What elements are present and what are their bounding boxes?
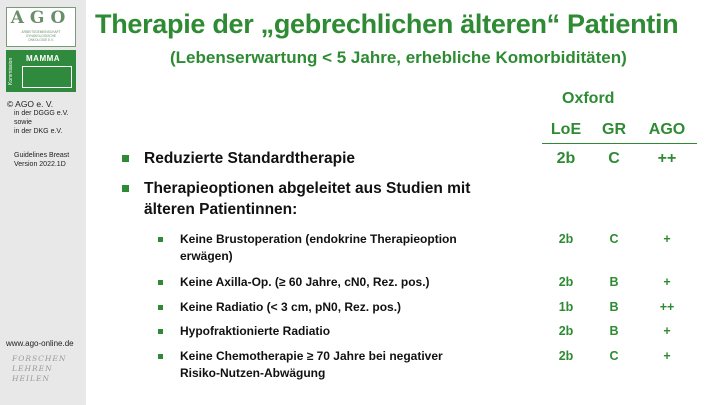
loe-value: 1b	[558, 300, 574, 314]
sub-bullet-icon	[158, 354, 163, 359]
ago-value: ++	[659, 300, 675, 314]
page-title: Therapie der „gebrechlichen älteren“ Patientin	[95, 9, 679, 39]
copyright	[7, 99, 85, 136]
loe-value: 2b	[558, 349, 574, 363]
mamma-logo-frame	[22, 66, 72, 88]
mamma-label: MAMMA	[26, 54, 61, 63]
header-divider	[542, 143, 697, 144]
website-link[interactable]: www.ago-online.de	[6, 339, 74, 348]
ago-logo-lines: ARBEITSGEMEINSCHAFT GYNÄKOLOGISCHE ONKOLOGIE E.V.	[21, 30, 61, 42]
recommendation-text: Keine Chemotherapie ≥ 70 Jahre bei negativer Risiko-Nutzen-Abwägung	[180, 349, 443, 380]
gr-value: C	[608, 150, 620, 167]
copyright-main: © AGO e. V.	[7, 99, 54, 109]
recommendation-text: Keine Axilla-Op. (≥ 60 Jahre, cN0, Rez. pos.)	[180, 275, 430, 289]
gr-value: B	[609, 275, 619, 289]
loe-value: 2b	[558, 324, 574, 338]
gr-value: C	[609, 349, 619, 363]
gr-value: B	[609, 300, 619, 314]
recommendation-text: Therapieoptionen abgeleitet aus Studien mit älteren Patientinnen:	[144, 180, 471, 218]
oxford-header: Oxford	[562, 90, 615, 107]
sub-bullet-icon	[158, 237, 163, 242]
mamma-logo	[6, 50, 76, 92]
sub-bullet-icon	[158, 329, 163, 334]
ago-header: AGO	[648, 121, 686, 138]
copyright-line: in der DGGG e.V.	[14, 110, 69, 117]
page-subtitle: (Lebenserwartung < 5 Jahre, erhebliche Komorbiditäten)	[170, 48, 627, 67]
ago-value: +	[663, 232, 671, 246]
ago-logo	[6, 7, 76, 47]
recommendation-text: Keine Brustoperation (endokrine Therapieoption erwägen)	[180, 232, 457, 263]
bullet-icon	[122, 185, 129, 192]
motto: FORSCHEN LEHREN HEILEN	[12, 354, 67, 383]
gr-value: B	[609, 324, 619, 338]
gr-header: GR	[602, 121, 626, 138]
sub-bullet-icon	[158, 305, 163, 310]
ago-value: +	[663, 349, 671, 363]
recommendation-text: Keine Radiatio (< 3 cm, pN0, Rez. pos.)	[180, 300, 402, 314]
ago-value: +	[663, 324, 671, 338]
guidelines-version: Guidelines Breast Version 2022.1D	[14, 152, 70, 168]
sub-bullet-icon	[158, 280, 163, 285]
loe-value: 2b	[558, 275, 574, 289]
mamma-vertical-label: Kommission	[8, 57, 14, 85]
recommendation-text: Hypofraktionierte Radiatio	[180, 324, 331, 338]
loe-header: LoE	[550, 121, 582, 138]
gr-value: C	[609, 232, 619, 246]
ago-value: ++	[657, 150, 677, 167]
bullet-icon	[122, 155, 129, 162]
loe-value: 2b	[558, 232, 574, 246]
recommendation-text: Reduzierte Standardtherapie	[144, 150, 356, 167]
copyright-line: in der DKG e.V.	[14, 128, 63, 135]
sidebar	[0, 0, 86, 405]
ago-value: +	[663, 275, 671, 289]
ago-logo-letters: AGO	[10, 8, 72, 28]
loe-value: 2b	[556, 150, 576, 167]
copyright-line: sowie	[14, 119, 32, 126]
